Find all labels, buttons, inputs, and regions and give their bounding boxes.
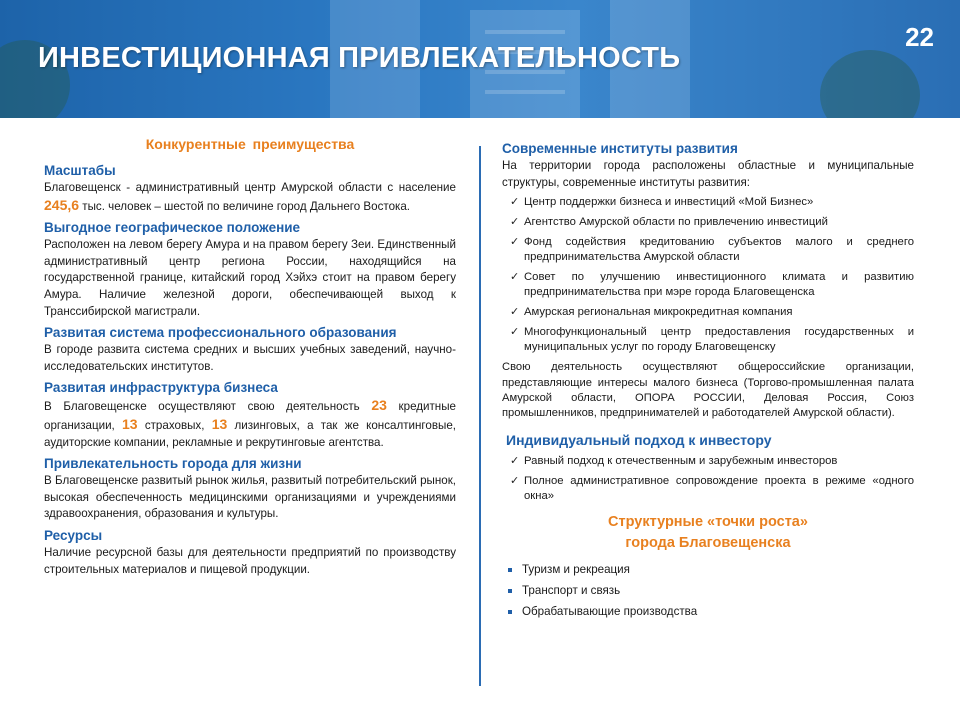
list-item: ✓ Фонд содействия кредитованию субъектов малого и среднего предпринимательства Амурской области — [510, 236, 914, 264]
check-icon: ✓ — [510, 236, 520, 249]
section-title: Выгодное географическое положение — [44, 220, 301, 236]
competitive-advantages-heading: Конкурентные преимущества — [145, 136, 355, 152]
square-bullet-icon — [508, 610, 512, 614]
header-banner — [0, 0, 960, 118]
column-divider — [479, 146, 481, 686]
list-item: ✓ Агентство Амурской области по привлечению инвестиций — [510, 216, 828, 229]
right-column — [502, 140, 914, 625]
growth-heading-line: города Благовещенска — [625, 534, 791, 551]
tree-shape — [820, 50, 920, 118]
check-icon: ✓ — [510, 326, 520, 339]
section-geography — [44, 219, 456, 320]
individual-approach-heading: Индивидуальный подход к инвестору — [506, 431, 772, 448]
section-text: Наличие ресурсной базы для деятельности предприятий по производству строительных материалов и пищевой продукции. — [44, 545, 456, 576]
section-title: Ресурсы — [44, 527, 103, 543]
check-icon: ✓ — [510, 454, 520, 467]
list-item: Обрабатывающие производства — [508, 604, 914, 620]
section-text: В Благовещенске осуществляют свою деятельность 23 кредитные организации, 13 страховых, 13 лизинговых, а так же консалтинговые, аудиторские компании, рекламные и рекрутинговые агентства. — [44, 397, 456, 449]
section-title: Развитая система профессионального образования — [44, 325, 397, 341]
left-column — [44, 136, 456, 582]
section-text: Благовещенск - административный центр Амурской области с население 245,6 тыс. человек – шестой по величине город Дальнего Востока. — [44, 181, 456, 213]
check-icon: ✓ — [510, 474, 520, 487]
growth-points-list — [502, 562, 914, 620]
window-strip — [485, 30, 565, 34]
section-resources — [44, 527, 456, 578]
growth-heading-line: Структурные «точки роста» — [608, 513, 808, 530]
list-item: ✓ Равный подход к отечественным и зарубежным инвесторов — [510, 454, 838, 467]
institutes-list — [502, 195, 914, 355]
check-icon: ✓ — [510, 271, 520, 284]
list-item: ✓ Многофункциональный центр предоставления государственных и муниципальных услуг по городу Благовещенску — [510, 326, 914, 354]
section-title: Развитая инфраструктура бизнеса — [44, 380, 278, 396]
section-text: Расположен на левом берегу Амура и на правом берегу Зеи. Единственный административный центр региона России, находящийся на государственной границе, китайский город Хэйхэ стоит на правом берегу Амура. Наличие железной дороги, обеспечивающей выход к Транссибирской магистрали. — [44, 238, 456, 318]
institutes-outro: Свою деятельность осуществляют общероссийские организации, представляющие интересы малого бизнеса (Торгово-промышленная палата Амурской области, ОПОРА РОССИИ, Деловая Россия, Союз промышленников, предпринимателей и работодателей Амурской области). — [502, 361, 914, 420]
highlight-number: 13 — [122, 415, 138, 432]
square-bullet-icon — [508, 568, 512, 572]
section-title: Масштабы — [44, 163, 116, 178]
section-business-infrastructure — [44, 379, 456, 451]
section-text: В городе развита система средних и высших учебных заведений, научно-исследовательских институтов. — [44, 343, 456, 373]
list-item: ✓ Полное административное сопровождение проекта в режиме «одного окна» — [510, 474, 914, 502]
check-icon: ✓ — [510, 196, 520, 209]
section-title: Привлекательность города для жизни — [44, 456, 302, 472]
individual-approach-list — [502, 454, 914, 504]
growth-points-heading — [502, 512, 914, 554]
page-number: 22 — [905, 22, 934, 52]
window-strip — [485, 90, 565, 94]
page-title: ИНВЕСТИЦИОННАЯ ПРИВЛЕКАТЕЛЬНОСТЬ — [38, 42, 681, 74]
section-education — [44, 324, 456, 375]
institutes-heading: Современные институты развития — [502, 141, 738, 156]
list-item: Транспорт и связь — [508, 583, 914, 599]
list-item: ✓ Центр поддержки бизнеса и инвестиций «Мой Бизнес» — [510, 196, 814, 209]
square-bullet-icon — [508, 589, 512, 593]
highlight-number: 13 — [211, 415, 228, 432]
list-item: Туризм и рекреация — [508, 562, 914, 578]
list-item: ✓ Амурская региональная микрокредитная компания — [510, 306, 793, 319]
section-scale — [44, 162, 456, 215]
section-text: В Благовещенске развитый рынок жилья, развитый потребительский рынок, высокая обеспеченность медицинскими организациями и учреждениями здравоохранения, образования и культуры. — [44, 474, 456, 521]
institutes-intro: На территории города расположены областные и муниципальные структуры, современные институты развития: — [502, 159, 914, 189]
list-item: ✓ Совет по улучшению инвестиционного климата и развитию предпринимательства при мэре города Благовещенска — [510, 271, 914, 299]
check-icon: ✓ — [510, 306, 520, 319]
highlight-number: 245,6 — [44, 196, 80, 213]
check-icon: ✓ — [510, 216, 520, 229]
section-living — [44, 455, 456, 523]
highlight-number: 23 — [371, 397, 387, 414]
